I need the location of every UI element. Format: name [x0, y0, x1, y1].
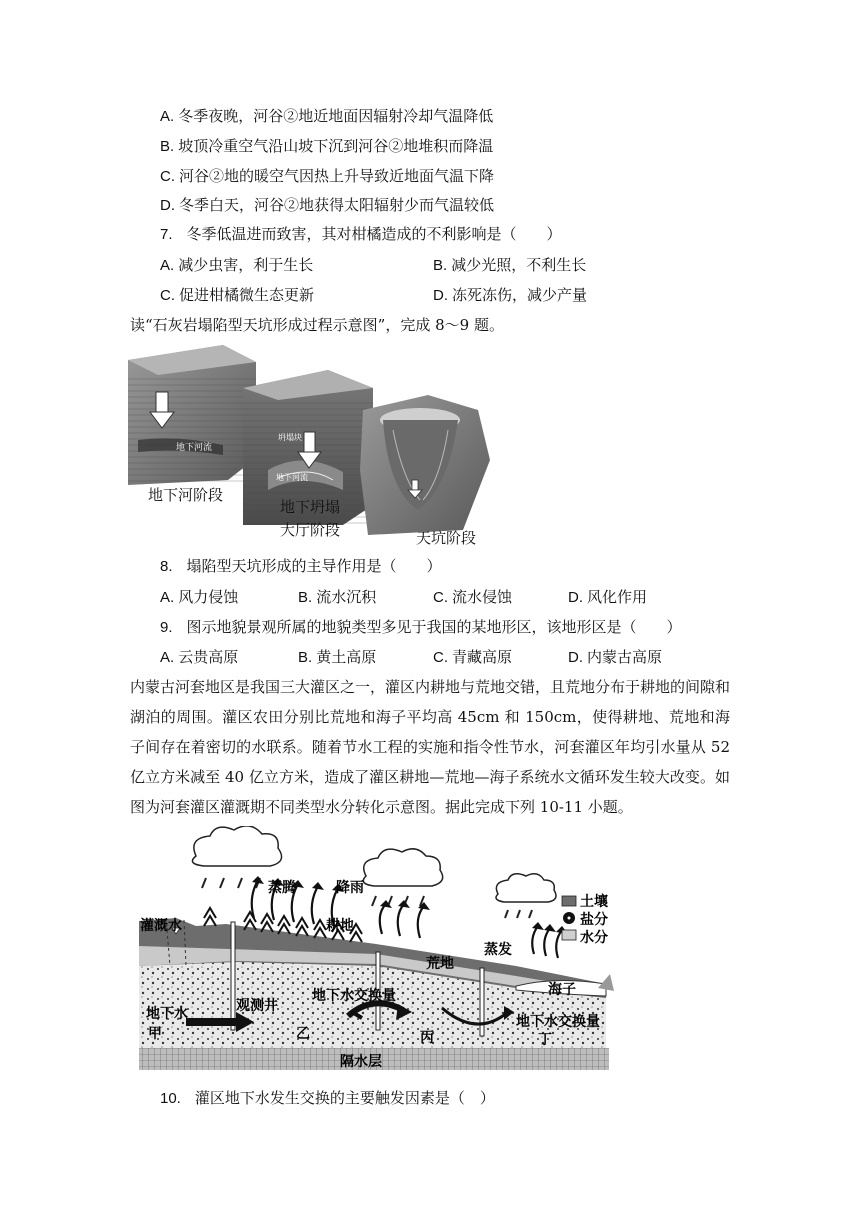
q8-option-c: C. 流水侵蚀 — [433, 588, 513, 606]
label-farmland: 耕地 — [326, 918, 354, 934]
q6-option-c: C. 河谷②地的暖空气因热上升导致近地面气温下降 — [160, 167, 495, 185]
q9-stem: 9. 图示地貌景观所属的地貌类型多见于我国的某地形区，该地形区是（ ） — [160, 618, 682, 636]
legend-salt-label: 盐分 — [580, 912, 608, 928]
cloud-icon — [496, 874, 556, 902]
passage-10-11: 内蒙古河套地区是我国三大灌区之一，灌区内耕地与荒地交错，且荒地分布于耕地的间隙和湖泊的周围。灌区农田分别比荒地和海子平均高 45cm 和 150cm，使得耕地、荒地和海子间存在着密切的水联系。随着节水工程的实施和指令性节水，河套灌区年均引水量从 52 亿立方米减至 40 亿立方米，造成了灌区耕地—荒地—海子系统水文循环发生较大改变。如图为河套灌区灌溉期不同类型水分转化示意图。据此完成下列 10-11 小题。 — [130, 678, 731, 816]
q9-option-c: C. 青藏高原 — [433, 648, 513, 666]
irrigation-figure — [136, 826, 620, 1072]
q10-stem: 10. 灌区地下水发生交换的主要触发因素是（ ） — [160, 1089, 495, 1107]
label-exchange-2: 地下水交换量 — [516, 1014, 600, 1030]
q7-option-c: C. 促进柑橘微生态更新 — [160, 286, 315, 304]
label-bing: 丙 — [420, 1030, 434, 1046]
q9-option-a: A. 云贵高原 — [160, 648, 239, 666]
q7-stem: 7. 冬季低温进而致害，其对柑橘造成的不利影响是（ ） — [160, 225, 562, 243]
label-stage-2b: 大厅阶段 — [280, 521, 341, 539]
legend-soil-label: 土壤 — [580, 894, 608, 910]
label-small-collapse-2: 地下河流 — [276, 473, 308, 482]
label-groundwater: 地下水 — [146, 1006, 188, 1022]
label-stage-2a: 地下坍塌 — [280, 498, 341, 516]
label-aquiclude: 隔水层 — [340, 1054, 382, 1070]
q7-option-d: D. 冻死冻伤，减少产量 — [433, 286, 588, 304]
label-stage-3: 天坑阶段 — [416, 529, 477, 547]
label-ding: 丁 — [538, 1032, 552, 1048]
label-well: 观测井 — [236, 998, 278, 1014]
label-transpiration: 蒸腾 — [268, 880, 296, 896]
label-irrigation: 灌溉水 — [140, 918, 182, 934]
label-small-collapse-1: 坍塌块 — [278, 433, 302, 442]
q6-option-d: D. 冬季白天，河谷②地获得太阳辐射少而气温较低 — [160, 196, 495, 214]
label-evaporation: 蒸发 — [484, 942, 512, 958]
label-lake: 海子 — [548, 982, 576, 998]
sinkhole-figure — [128, 340, 493, 550]
legend-water-swatch — [562, 930, 576, 940]
label-stage-1: 地下河阶段 — [148, 486, 224, 504]
block-underground-river — [128, 345, 256, 485]
q6-option-b: B. 坡顶冷重空气沿山坡下沉到河谷②地堆积而降温 — [160, 137, 494, 155]
label-rainfall: 降雨 — [336, 880, 364, 896]
intro-8-9: 读“石灰岩塌陷型天坑形成过程示意图”，完成 8～9 题。 — [130, 316, 504, 334]
legend-water-label: 水分 — [580, 930, 608, 946]
label-exchange-1: 地下水交换量 — [312, 988, 396, 1004]
label-yi: 乙 — [296, 1026, 310, 1042]
q9-option-d: D. 内蒙古高原 — [568, 648, 663, 666]
q8-option-b: B. 流水沉积 — [298, 588, 377, 606]
label-small-river: 地下河流 — [176, 443, 213, 453]
cloud-icon — [363, 849, 442, 886]
q9-option-b: B. 黄土高原 — [298, 648, 377, 666]
block-sinkhole — [360, 395, 490, 535]
q6-option-a: A. 冬季夜晚，河谷②地近地面因辐射冷却气温降低 — [160, 107, 494, 125]
legend-soil-swatch — [562, 896, 576, 906]
q7-option-b: B. 减少光照，不利生长 — [433, 256, 587, 274]
q7-option-a: A. 减少虫害，利于生长 — [160, 256, 314, 274]
label-wasteland: 荒地 — [426, 956, 454, 972]
label-jia: 甲 — [148, 1026, 162, 1042]
q8-option-a: A. 风力侵蚀 — [160, 588, 239, 606]
cloud-icon — [192, 826, 281, 866]
q8-stem: 8. 塌陷型天坑形成的主导作用是（ ） — [160, 557, 442, 575]
q8-option-d: D. 风化作用 — [568, 588, 648, 606]
